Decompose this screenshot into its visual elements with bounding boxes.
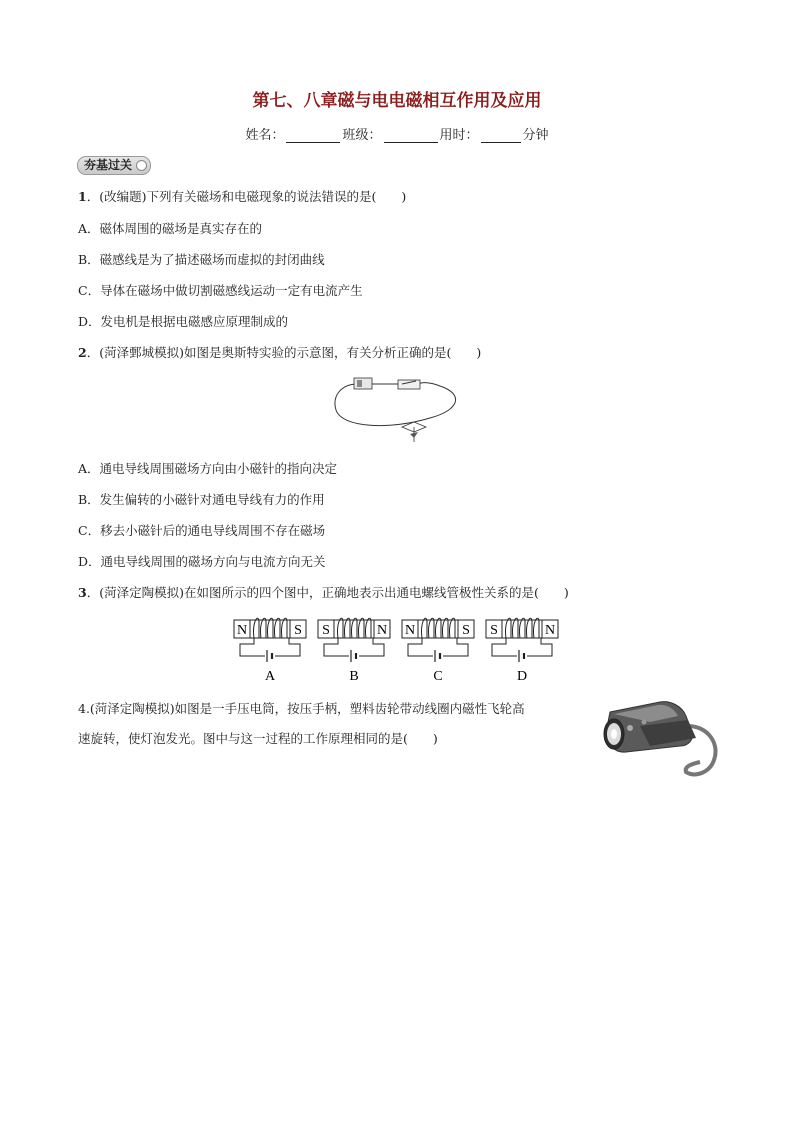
student-info-line	[0, 124, 794, 143]
solenoid-right-pole: S	[462, 623, 470, 638]
solenoid-b[interactable]	[316, 614, 392, 684]
solenoid-right-pole: N	[544, 623, 556, 638]
question-2-option-a[interactable]: A．通电导线周围磁场方向由小磁针的指向决定	[78, 461, 338, 476]
solenoid-left-pole: S	[322, 623, 330, 638]
oersted-experiment-figure	[330, 372, 464, 444]
solenoid-right-pole: N	[376, 623, 388, 638]
hand-pressed-flashlight-photo	[600, 692, 722, 780]
solenoid-a[interactable]	[232, 614, 308, 684]
solenoid-caption: B	[349, 669, 359, 684]
time-blank[interactable]	[481, 129, 521, 143]
page-title: 第七、八章磁与电电磁相互作用及应用	[252, 91, 542, 111]
class-blank[interactable]	[384, 129, 438, 143]
question-1-option-a[interactable]: A．磁体周围的磁场是真实存在的	[78, 221, 263, 236]
time-label: 用时：	[439, 128, 479, 143]
question-1-option-b[interactable]: B．磁感线是为了描述磁场而虚拟的封闭曲线	[78, 252, 325, 267]
solenoid-caption: A	[264, 669, 276, 684]
solenoid-right-pole: S	[294, 623, 302, 638]
question-1-option-d[interactable]: D．发电机是根据电磁感应原理制成的	[78, 314, 289, 329]
solenoid-caption: D	[516, 669, 528, 684]
solenoid-left-pole: S	[490, 623, 498, 638]
solenoid-c[interactable]	[400, 614, 476, 684]
solenoid-left-pole: N	[236, 623, 248, 638]
question-2-stem: 2．(菏泽鄄城模拟)如图是奥斯特实验的示意图，有关分析正确的是( )	[78, 345, 482, 360]
badge-dot-icon	[136, 160, 147, 171]
question-2-option-d[interactable]: D．通电导线周围的磁场方向与电流方向无关	[78, 554, 326, 569]
question-2-option-b[interactable]: B．发生偏转的小磁针对通电导线有力的作用	[78, 492, 325, 507]
question-1-stem: 1．(改编题)下列有关磁场和电磁现象的说法错误的是( )	[78, 189, 407, 204]
question-4-stem-line2: 速旋转，使灯泡发光。图中与这一过程的工作原理相同的是( )	[78, 731, 438, 746]
question-4-stem-line1: 4.(菏泽定陶模拟)如图是一手压电筒，按压手柄，塑料齿轮带动线圈内磁性飞轮高	[78, 701, 525, 716]
name-blank[interactable]	[286, 129, 340, 143]
question-2-option-c[interactable]: C．移去小磁针后的通电导线周围不存在磁场	[78, 523, 326, 538]
question-3-stem: 3．(菏泽定陶模拟)在如图所示的四个图中，正确地表示出通电螺线管极性关系的是( )	[78, 585, 569, 600]
name-label: 姓名：	[245, 128, 285, 143]
section-badge	[77, 156, 151, 175]
question-1-option-c[interactable]: C．导体在磁场中做切割磁感线运动一定有电流产生	[78, 283, 363, 298]
solenoid-figures	[232, 614, 562, 684]
solenoid-d[interactable]	[484, 614, 560, 684]
solenoid-left-pole: N	[404, 623, 416, 638]
section-badge-label: 夯基过关	[84, 158, 133, 172]
solenoid-caption: C	[433, 669, 443, 684]
time-unit: 分钟	[522, 128, 549, 143]
class-label: 班级：	[342, 128, 382, 143]
